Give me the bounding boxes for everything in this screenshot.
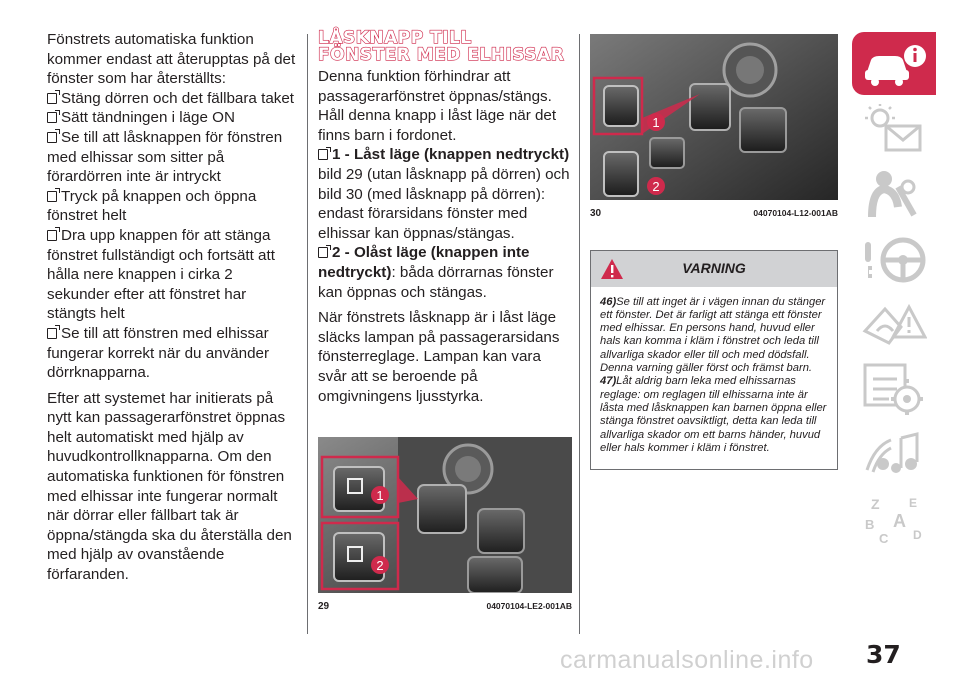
lock-lamp-paragraph: När fönstrets låsknapp är i låst läge släcks lampan på passagerarsidans fönsterreglage. Lampan kan vara svår att se beroende på omgivningens ljusstyrka. [318, 309, 560, 405]
section-heading [318, 30, 572, 64]
step-text: Se till att fönstren med elhissar fungerar korrekt när du använder dörrknapparna. [47, 324, 270, 382]
column-divider-1 [307, 34, 308, 634]
warning-box [590, 250, 838, 471]
tab-index[interactable] [852, 487, 936, 550]
figure-29-image [318, 437, 572, 593]
figure-30 [590, 34, 838, 224]
column-1 [47, 30, 297, 585]
callout-2: 2 [652, 179, 660, 194]
item-2-row [318, 243, 572, 302]
step-item [47, 128, 297, 187]
outro-text: Efter att systemet har initierats på nytt kan passagerarfönstret öppnas helt automatiskt med hjälp av huvudkontrollknapparna. Om den automatiska funktionen för fönstren med elhissar inte fungerar normalt när dörrar eller fällbart tak är öppna/stängda ska du återställa den med hjälp av ovanstående förfaranden. [47, 389, 292, 584]
tab-car-info[interactable] [852, 32, 936, 95]
figure-code: 04070104-LE2-001AB [486, 601, 572, 612]
warning-46 [600, 296, 828, 376]
item-2-text: : båda dörrarnas fönster kan öppnas och stängas. [318, 263, 554, 301]
step-item [47, 89, 297, 109]
step-text: Sätt tändningen i läge ON [61, 109, 235, 127]
warning-header [591, 251, 837, 287]
tab-maintenance[interactable] [852, 357, 936, 420]
multimedia-icon [861, 426, 927, 482]
callout-1: 1 [376, 488, 384, 504]
safety-icon [864, 167, 924, 221]
step-text: Se till att låsknappen för fönstren med elhissar som sitter på förardörren inte är intryckt [47, 128, 283, 186]
tab-starting-driving[interactable] [852, 227, 936, 290]
figure-29-caption [318, 597, 572, 617]
figure-30-image [590, 34, 838, 200]
step-text: Dra upp knappen för att stänga fönstret fullständigt och fortsätt att hålla nere knappen i cirka 2 sekunder efter att fönstret har stängts helt [47, 226, 275, 323]
checkbox-bullet-icon [47, 112, 57, 123]
heading-line-1: LÅSKNAPP TILL [318, 28, 472, 48]
warning-lights-icon [864, 104, 924, 154]
emergency-icon [861, 297, 927, 351]
column-divider-2 [579, 34, 580, 634]
warning-body [591, 287, 837, 470]
svg-text:D: D [913, 527, 922, 542]
callout-2: 2 [376, 558, 384, 574]
checkbox-bullet-icon [47, 132, 57, 143]
tab-emergency[interactable] [852, 292, 936, 355]
svg-text:A: A [893, 510, 906, 531]
column-3 [590, 34, 838, 470]
step-item [47, 108, 297, 128]
intro-text: Fönstrets automatiska funktion kommer endast att återupptas på det fönster som har återställts: [47, 31, 296, 88]
svg-text:B: B [865, 516, 875, 532]
chapter-tabs [852, 32, 936, 552]
tab-multimedia[interactable] [852, 422, 936, 485]
warning-number: 47) [600, 375, 617, 388]
figure-number: 29 [318, 601, 330, 613]
checkbox-bullet-icon [47, 93, 57, 104]
callout-1: 1 [652, 115, 660, 130]
heading-line-2: FÖNSTER MED ELHISSAR [318, 45, 565, 65]
maintenance-icon [861, 361, 927, 417]
item-1-title: 1 - Låst läge (knappen nedtryckt) [332, 146, 570, 164]
warning-title: VARNING [682, 259, 746, 276]
warning-text: Låt aldrig barn leka med elhissarnas reglage: om reglagen till elhissarna inte är låsta med låsknappen kan barnen öppna eller stänga fönstret oavsiktligt, detta kan leda till allvarliga skador om ett barns händer, huvud eller hals kommer i kläm i fönstret. [600, 375, 827, 454]
watermark: carmanualsonline.info [560, 646, 814, 674]
door-switch-illustration [318, 437, 572, 593]
step-text: Tryck på knappen och öppna fönstret helt [47, 187, 257, 225]
steering-wheel-icon [861, 232, 927, 286]
item-1-text: bild 29 (utan låsknapp på dörren) och bild 30 (med låsknapp på dörren): endast förarsidans fönster med elhissar kan öppnas/stängas. [318, 165, 570, 242]
section-intro: Denna funktion förhindrar att passagerarfönstret öppnas/stängs. Håll denna knapp i låst läge när det finns barn i fordonet. [318, 68, 557, 144]
checkbox-bullet-icon [47, 328, 57, 339]
index-icon [861, 491, 927, 547]
warning-text: Se till att inget är i vägen innan du stänger ett fönster. Det är farligt att stänga ett fönster med elhissar. En persons hand, huvud eller hals kan komma i kläm i fönstret och leda till allvarliga skador eller till och med dödsfall. Denna varning gäller först och främst barn. [600, 295, 826, 375]
tab-warning-lights[interactable] [852, 97, 936, 160]
figure-29 [318, 437, 572, 617]
svg-text:C: C [879, 530, 889, 546]
svg-text:E: E [909, 495, 918, 510]
svg-text:Z: Z [871, 495, 880, 512]
step-item [47, 324, 297, 383]
checkbox-bullet-icon [47, 191, 57, 202]
warning-47 [600, 375, 828, 455]
item-1-title-row [318, 145, 572, 165]
checkbox-bullet-icon [318, 149, 328, 160]
checkbox-bullet-icon [47, 230, 57, 241]
page-number: 37 [866, 640, 901, 669]
step-item [47, 187, 297, 226]
warning-triangle-icon [599, 257, 625, 281]
tab-safety[interactable] [852, 162, 936, 225]
step-item [47, 226, 297, 324]
column-2 [318, 30, 572, 617]
step-text: Stäng dörren och det fällbara taket [61, 89, 295, 107]
figure-number: 30 [590, 208, 602, 219]
warning-number: 46) [600, 295, 617, 308]
car-info-icon [861, 42, 927, 86]
item-2-title: 2 - Olåst läge (knappen inte nedtryckt) [318, 244, 530, 281]
door-switch-illustration [590, 34, 838, 200]
figure-code: 04070104-L12-001AB [753, 208, 838, 218]
figure-30-caption [590, 204, 838, 224]
checkbox-bullet-icon [318, 247, 328, 258]
